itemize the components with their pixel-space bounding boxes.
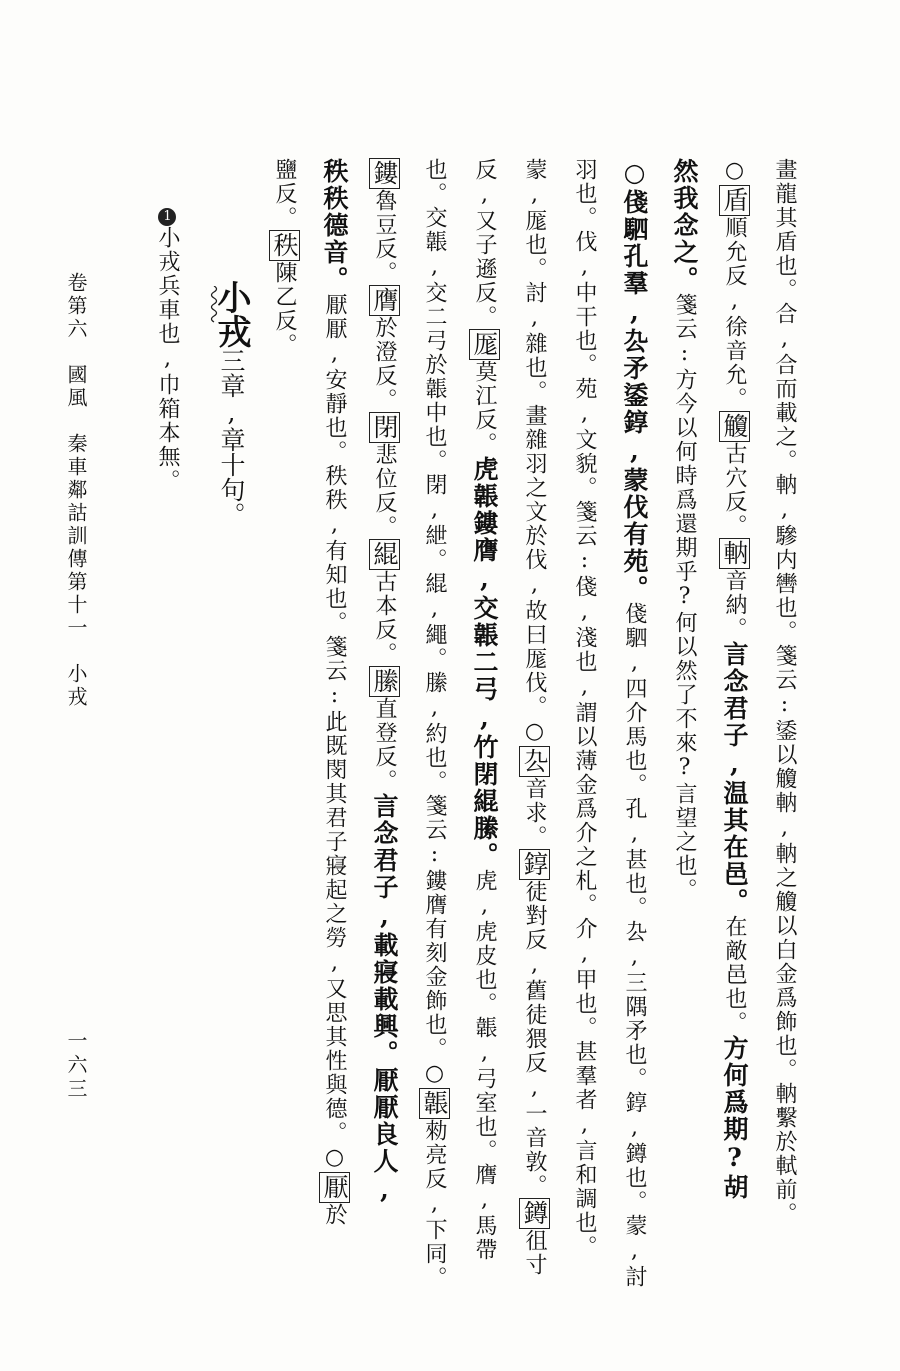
commentary-text: ○ bbox=[722, 158, 747, 185]
commentary-text: 悲位反。 bbox=[372, 443, 397, 539]
text-column-4 bbox=[622, 158, 647, 1289]
scripture-text: 虎韔鏤膺,交韔二弓,竹閉緄縢。 bbox=[470, 456, 499, 869]
boxed-character: 厭 bbox=[320, 1174, 349, 1201]
commentary-text: 畫龍其盾也。合,合而載之。軜,驂内轡也。箋云:鋈以觼軜,軜之觼以白金爲飾也。軜繫於軾前。 bbox=[772, 158, 797, 1226]
commentary-text: 厭厭,安靜也。秩秩,有知也。箋云:此既閔其君子寢起之勞,又思其性與德。○ bbox=[322, 293, 347, 1172]
commentary-text: 箋云:方今以何時爲還期乎?何以然了不來?言望之也。 bbox=[672, 293, 697, 902]
commentary-text: 陳乙反。 bbox=[272, 261, 297, 357]
text-column-8 bbox=[422, 158, 447, 1290]
boxed-character: 閉 bbox=[370, 414, 399, 441]
text-column-3 bbox=[672, 158, 697, 902]
boxed-character: 鐏 bbox=[520, 1200, 549, 1227]
commentary-text: 音納。 bbox=[722, 569, 747, 641]
commentary-text: 徂寸 bbox=[522, 1229, 547, 1277]
text-column-1 bbox=[772, 158, 797, 1226]
title-stanza-info: 三章,章十句。 bbox=[217, 348, 246, 527]
scripture-text: 秩秩德音。 bbox=[320, 158, 349, 293]
text-column-5 bbox=[572, 158, 597, 1259]
commentary-text: 在敵邑也。 bbox=[722, 915, 747, 1035]
boxed-character: 秩 bbox=[270, 232, 299, 259]
text-column-2 bbox=[722, 158, 747, 1201]
footnote bbox=[156, 208, 178, 493]
footnote-text: 小戎兵車也,巾箱本無。 bbox=[155, 226, 180, 493]
running-header: 卷第六 國風 秦車鄰詁訓傳第十一 小戎 bbox=[64, 272, 88, 709]
commentary-text: 古本反。 bbox=[372, 570, 397, 666]
scripture-text: 言念君子,温其在邑。 bbox=[720, 641, 749, 915]
commentary-text: 也。交韔,交二弓於韔中也。閉,紲。緄,繩。縢,約也。箋云:鏤膺有刻金飾也。○ bbox=[422, 158, 447, 1088]
boxed-character: 觼 bbox=[720, 413, 749, 440]
commentary-text: 俴駟,四介馬也。孔,甚也。厹,三隅矛也。錞,鐏也。蒙,討 bbox=[622, 602, 647, 1289]
scripture-text: ○俴駟孔羣,厹矛鋈錞,蒙伐有苑。 bbox=[620, 158, 649, 602]
commentary-text: 勑亮反,下同。 bbox=[422, 1119, 447, 1290]
title-main: 小戎 bbox=[211, 280, 251, 348]
boxed-character: 厖 bbox=[470, 331, 499, 358]
scripture-text: 方何爲期?胡 bbox=[720, 1035, 749, 1201]
boxed-character: 緄 bbox=[370, 541, 399, 568]
scripture-text: 然我念之。 bbox=[670, 158, 699, 293]
commentary-text: 直登反。 bbox=[372, 697, 397, 793]
boxed-character: 鏤 bbox=[370, 160, 399, 187]
commentary-text: 羽也。伐,中干也。苑,文貌。箋云:俴,淺也,謂以薄金爲介之札。介,甲也。甚羣者,言和調也。 bbox=[572, 158, 597, 1259]
commentary-text: 虎,虎皮也。韔,弓室也。膺,馬帶 bbox=[472, 869, 497, 1262]
commentary-text: 於 bbox=[322, 1203, 347, 1227]
commentary-text: 徒對反,舊徒猥反,一音敦。 bbox=[522, 880, 547, 1198]
text-column-6 bbox=[522, 158, 547, 1277]
text-column-9 bbox=[372, 158, 397, 1206]
scripture-text: 言念君子,載寢載興。厭厭良人, bbox=[370, 793, 399, 1206]
text-column-7 bbox=[472, 158, 497, 1262]
footnote-number: 1 bbox=[160, 208, 175, 226]
text-column-11 bbox=[272, 158, 297, 357]
commentary-text: 鹽反。 bbox=[272, 158, 297, 230]
page-number: 一六三 bbox=[64, 1030, 88, 1102]
commentary-text: 蒙,厖也。討,雜也。畫雜羽之文於伐,故曰厖伐。○ bbox=[522, 158, 547, 746]
commentary-text: 古穴反。 bbox=[722, 442, 747, 538]
boxed-character: 軜 bbox=[720, 540, 749, 567]
commentary-text: 順允反,徐音允。 bbox=[722, 216, 747, 411]
boxed-character: 韔 bbox=[420, 1090, 449, 1117]
commentary-text: 於澄反。 bbox=[372, 316, 397, 412]
text-column-10 bbox=[322, 158, 347, 1227]
boxed-character: 厹 bbox=[520, 748, 549, 775]
boxed-character: 縢 bbox=[370, 668, 399, 695]
boxed-character: 盾 bbox=[720, 187, 749, 214]
boxed-character: 錞 bbox=[520, 851, 549, 878]
commentary-text: 音求。 bbox=[522, 777, 547, 849]
title-wavy-underline bbox=[208, 286, 220, 326]
boxed-character: 膺 bbox=[370, 287, 399, 314]
commentary-text: 莫江反。 bbox=[472, 360, 497, 456]
commentary-text: 反,又子遜反。 bbox=[472, 158, 497, 329]
commentary-text: 魯豆反。 bbox=[372, 189, 397, 285]
